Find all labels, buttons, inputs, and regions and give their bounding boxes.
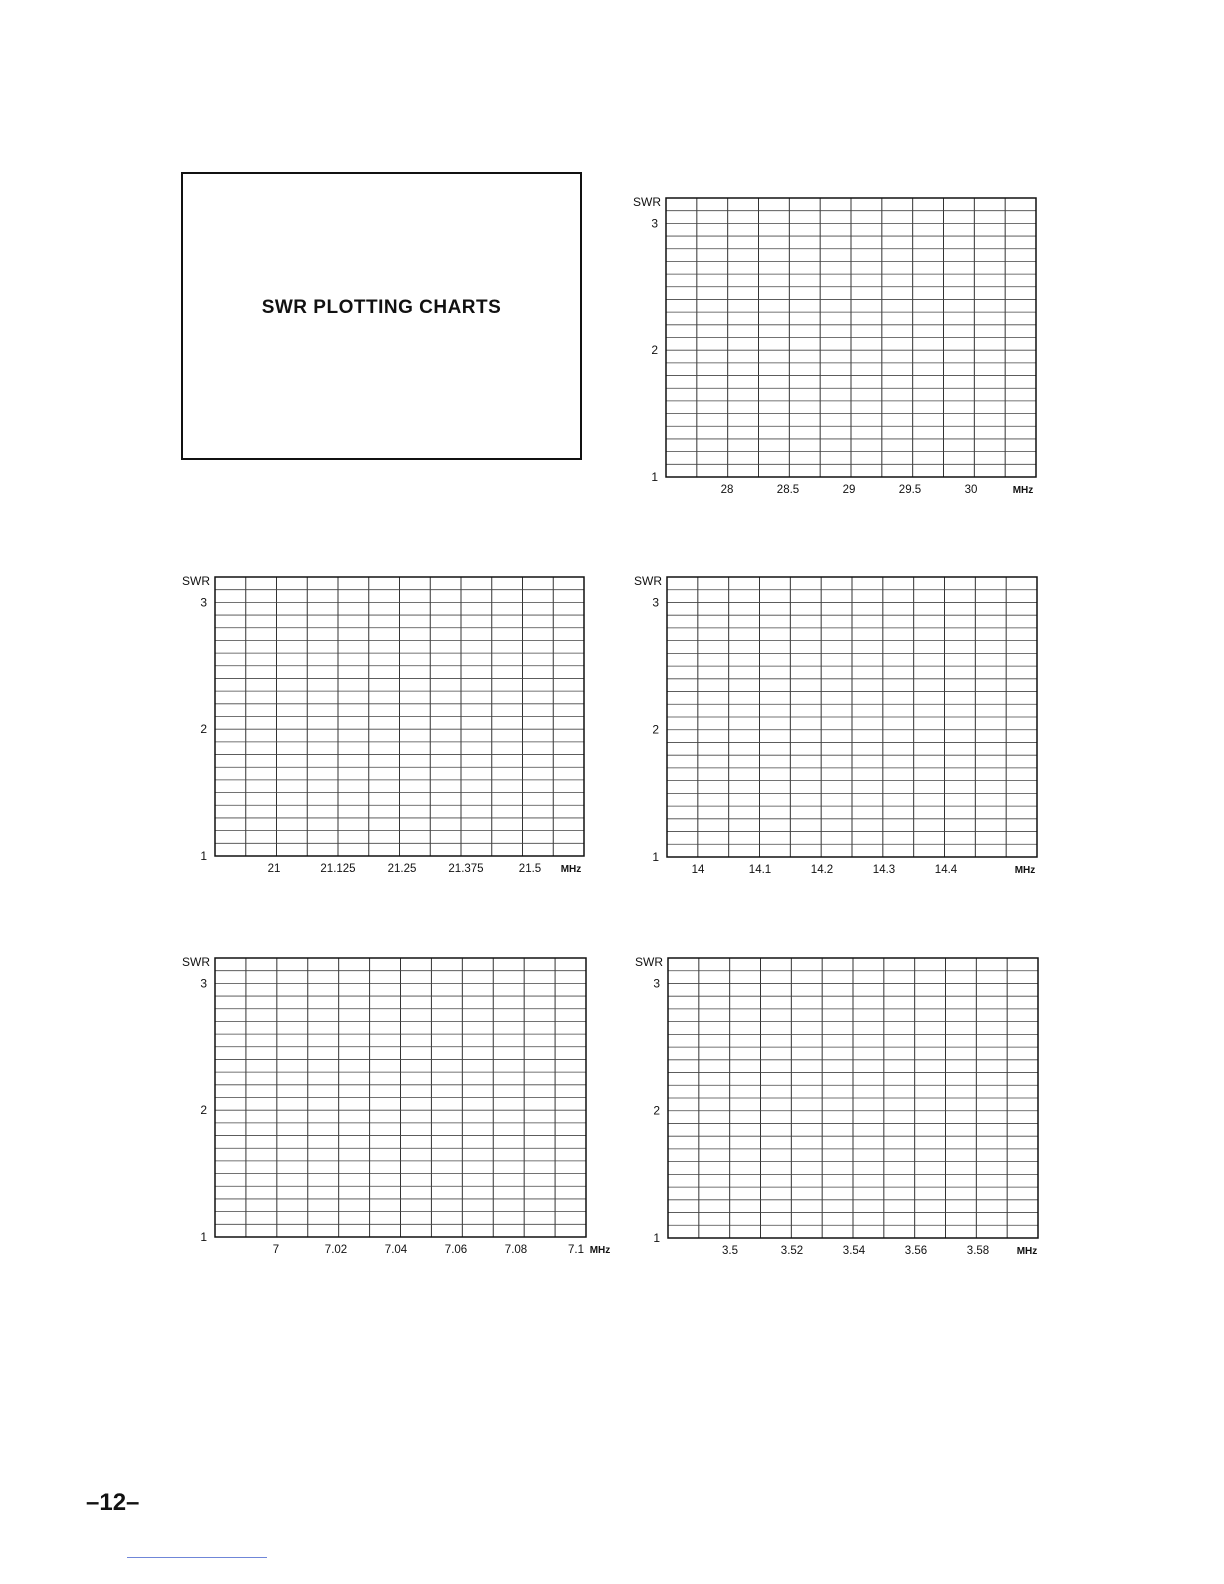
x-tick-label: 29.5 <box>898 484 922 496</box>
x-tick-label: 3.54 <box>842 1245 866 1257</box>
y-tick-label: 2 <box>652 722 659 737</box>
y-axis-label: SWR <box>635 955 663 969</box>
x-tick-label: 3.58 <box>966 1245 990 1257</box>
x-tick-label: 30 <box>964 484 978 496</box>
x-tick-label: 21.5 <box>518 863 542 875</box>
y-tick-label: 1 <box>651 470 658 484</box>
y-axis-label: SWR <box>633 195 661 209</box>
x-unit-label: MHz <box>1014 865 1036 876</box>
y-tick-label: 2 <box>651 343 658 358</box>
x-unit-label: MHz <box>560 864 582 875</box>
swr-chart-40m <box>182 955 610 1256</box>
swr-chart-20m <box>634 574 1037 876</box>
y-tick-label: 2 <box>200 722 207 737</box>
x-tick-label: 7.06 <box>444 1244 468 1256</box>
y-axis-label: SWR <box>634 574 662 588</box>
y-tick-label: 3 <box>653 976 660 991</box>
y-tick-label: 3 <box>652 595 659 610</box>
x-tick-label: 7.08 <box>504 1244 528 1256</box>
y-tick-label: 1 <box>653 1231 660 1245</box>
x-tick-label: 7 <box>272 1244 280 1256</box>
x-tick-label: 7.02 <box>324 1244 348 1256</box>
x-tick-label: 7.1 <box>568 1244 584 1256</box>
x-unit-label: MHz <box>589 1245 611 1256</box>
y-tick-label: 1 <box>200 849 207 863</box>
page-number: –12– <box>86 1489 140 1516</box>
y-tick-label: 3 <box>200 595 207 610</box>
x-tick-label: 14.2 <box>810 864 834 876</box>
footer-rule <box>127 1557 267 1558</box>
page-title: SWR PLOTTING CHARTS <box>261 297 502 318</box>
swr-chart-10m <box>633 195 1036 496</box>
x-tick-label: 21.375 <box>448 863 484 875</box>
y-tick-label: 1 <box>200 1230 207 1244</box>
swr-chart-15m <box>182 574 584 875</box>
x-tick-label: 28 <box>720 484 734 496</box>
x-unit-label: MHz <box>1012 485 1034 496</box>
y-tick-label: 3 <box>651 216 658 231</box>
y-tick-label: 1 <box>652 850 659 864</box>
x-tick-label: 14.1 <box>748 864 772 876</box>
x-tick-label: 3.56 <box>904 1245 928 1257</box>
x-unit-label: MHz <box>1016 1246 1038 1257</box>
swr-chart-80m <box>635 955 1038 1257</box>
x-tick-label: 21 <box>267 863 281 875</box>
x-tick-label: 3.52 <box>780 1245 804 1257</box>
y-axis-label: SWR <box>182 574 210 588</box>
x-tick-label: 3.5 <box>722 1245 738 1257</box>
x-tick-label: 14.3 <box>872 864 896 876</box>
y-tick-label: 2 <box>653 1103 660 1118</box>
x-tick-label: 14.4 <box>934 864 958 876</box>
y-tick-label: 2 <box>200 1103 207 1118</box>
x-tick-label: 29 <box>842 484 856 496</box>
x-tick-label: 21.25 <box>387 863 417 875</box>
x-tick-label: 14 <box>691 864 705 876</box>
x-tick-label: 21.125 <box>320 863 356 875</box>
x-tick-label: 28.5 <box>776 484 800 496</box>
y-axis-label: SWR <box>182 955 210 969</box>
y-tick-label: 3 <box>200 976 207 991</box>
x-tick-label: 7.04 <box>384 1244 408 1256</box>
